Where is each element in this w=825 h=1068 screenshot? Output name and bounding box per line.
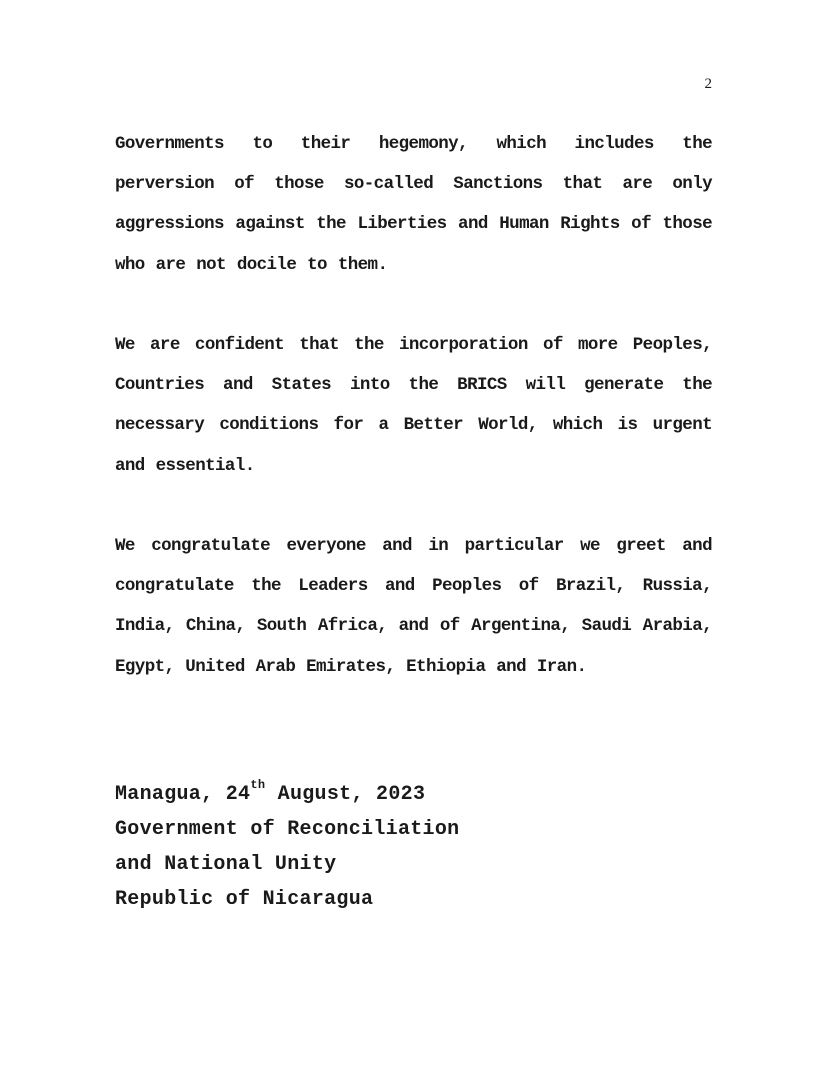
signature-date-prefix: Managua, 24 bbox=[115, 783, 251, 806]
paragraph-sanctions: Governments to their hegemony, which includes the perversion of those so-called Sanctions that are only aggressions against the Liberties and Human Rights of those who are not docile to them. bbox=[115, 134, 712, 275]
paragraph-congratulations: We congratulate everyone and in particular we greet and congratulate the Leaders and Peoples of Brazil, Russia, India, China, South Africa, and of Argentina, Saudi Arabia, Egypt, United Arab Emirates, Ethiopia and Iran. bbox=[115, 536, 712, 677]
signature-republic-line: Republic of Nicaragua bbox=[115, 888, 374, 911]
signature-date-suffix: August, 2023 bbox=[265, 783, 426, 806]
signature-date-ordinal: th bbox=[250, 778, 266, 793]
paragraph-brics-incorporation: We are confident that the incorporation of more Peoples, Countries and States into the BRICS will generate the necessary conditions for a Better World, which is urgent and essential. bbox=[115, 335, 712, 476]
page-number: 2 bbox=[704, 76, 712, 92]
signature-unity-line: and National Unity bbox=[115, 853, 337, 876]
signature-block bbox=[115, 777, 459, 917]
signature-government-line: Government of Reconciliation bbox=[115, 818, 460, 841]
signature-date bbox=[115, 777, 459, 812]
